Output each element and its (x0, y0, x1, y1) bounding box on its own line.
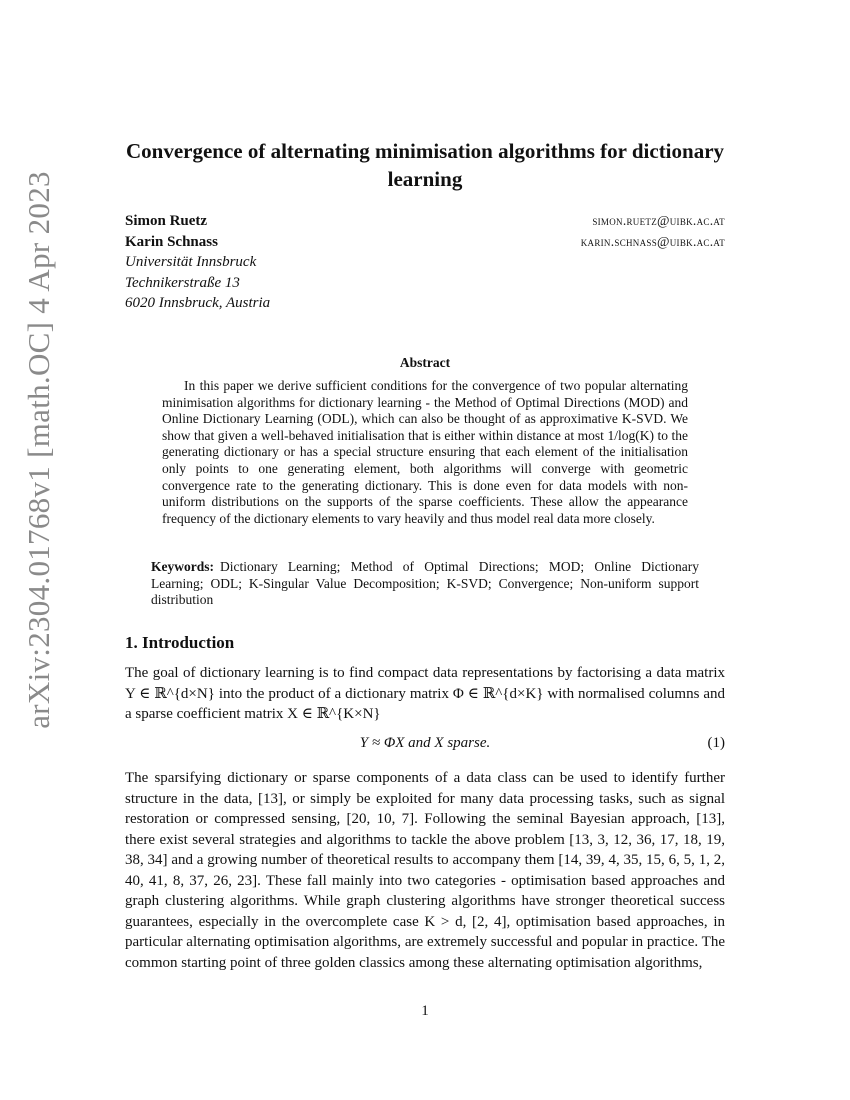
author-block (125, 211, 725, 314)
arxiv-identifier: arXiv:2304.01768v1 [math.OC] 4 Apr 2023 (21, 171, 56, 729)
author-email: karin.schnass@uibk.ac.at (580, 233, 725, 249)
body-paragraph: The goal of dictionary learning is to find compact data representations by factorising a data matrix Y ∈ ℝ^{d×N} into the product of a dictionary matrix Φ ∈ ℝ^{d×K} with normalised columns and a sparse coefficient matrix X ∈ ℝ^{K×N} (125, 665, 725, 722)
page-number: 1 (421, 1003, 429, 1019)
equation-number: (1) (707, 735, 725, 751)
paper-title: Convergence of alternating minimisation algorithms for dictionary learning (125, 139, 725, 191)
author-name: Simon Ruetz (125, 213, 208, 229)
author-row (125, 211, 725, 232)
arxiv-stamp (18, 171, 60, 729)
equation (125, 735, 725, 757)
abstract-text: In this paper we derive sufficient conditions for the convergence of two popular alternating minimisation algorithms for dictionary learning - the Method of Optimal Directions (MOD) and Online Dictionary Learning (ODL), which can also be thought of as approximative K-SVD. We show that given a well-behaved initialisation that is either within distance at most 1/log(K) to the generating dictionary or has a special structure ensuring that each element of the initialisation only points to one generating element, both algorithms will converge with geometric convergence rate to the generating dictionary. This is done even for data models with non-uniform distributions on the supports of the sparse coefficients. These allow the appearance frequency of the dictionary elements to vary heavily and thus model real data more closely. (162, 378, 688, 526)
abstract-heading: Abstract (399, 355, 451, 370)
affiliation-line: Technikerstraße 13 (125, 274, 240, 291)
author-email: simon.ruetz@uibk.ac.at (592, 213, 725, 228)
affiliation-line: 6020 Innsbruck, Austria (125, 295, 271, 311)
keywords-text: Dictionary Learning; Method of Optimal Directions; MOD; Online Dictionary Learning; ODL; K-Singular Value Decomposition; K-SVD; Convergence; Non-uniform support distribution (151, 559, 699, 608)
body-paragraph: The sparsifying dictionary or sparse components of a data class can be used to identify further structure in the data, [13], or simply be exploited for many data processing tasks, such as signal restoration or compressed sensing, [20, 10, 7]. Following the seminal Bayesian approach, [13], there exist several strategies and algorithms to tackle the above problem [13, 3, 12, 36, 17, 18, 19, 38, 34] and a growing number of theoretical results to accompany them [14, 39, 4, 35, 15, 6, 5, 1, 2, 40, 41, 8, 37, 26, 23]. These fall mainly into two categories - optimisation based approaches and graph clustering algorithms. While graph clustering algorithms have stronger theoretical success guarantees, especially in the overcomplete case K > d, [2, 4], optimisation based approaches, in particular alternating optimisation algorithms, are extremely successful and popular in practice. The common starting point of three golden classics among these alternating optimisation algorithms, (125, 770, 725, 971)
author-row (125, 232, 725, 253)
equation-body: Y ≈ ΦX and X sparse. (359, 735, 491, 751)
keywords (151, 559, 699, 609)
affiliation-line: Universität Innsbruck (125, 254, 257, 270)
author-name: Karin Schnass (125, 233, 218, 250)
keywords-label: Keywords: (151, 559, 214, 574)
section-heading: 1. Introduction (125, 633, 235, 652)
